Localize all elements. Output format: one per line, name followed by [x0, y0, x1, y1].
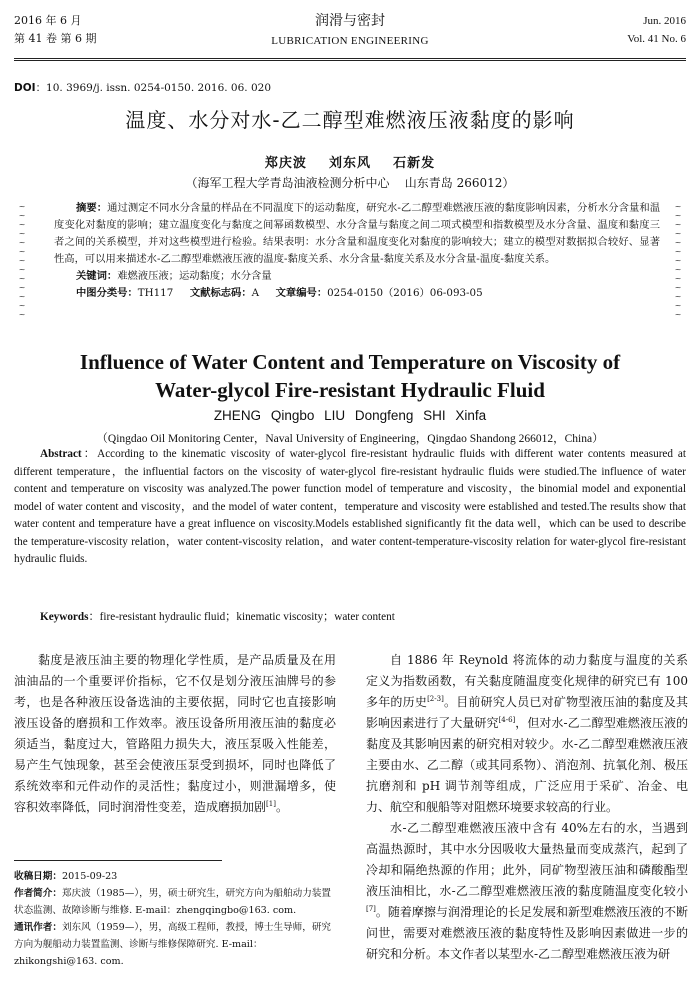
citation: [1]	[266, 800, 276, 808]
header-center	[0, 12, 700, 49]
doi-line	[14, 80, 271, 95]
footnote-rule	[14, 860, 222, 861]
citation: [4-6]	[498, 716, 516, 724]
abstract-en	[14, 446, 686, 569]
classification-cn	[54, 285, 660, 302]
body-text: 自 1886 年 Reynold 将流体的动力黏度与温度的关系定义为指数函数，有关黏度随温度变化规律的研究已有 100 多年的历史	[366, 653, 688, 709]
body-right-column	[366, 650, 688, 965]
body-text: 。	[275, 800, 288, 814]
header-date-en: Jun. 2016	[643, 15, 686, 27]
body-text: ，但对水-乙二醇型难燃液压液的黏度及其影响因素的研究相对较少。水-乙二醇型难燃液压液主要由水、乙二醇（或其同系物）、消泡剂、抗氧化剂、极压抗磨剂和 pH 调节剂等组成，广泛应用于采矿、冶金、电力、航空和舰船等对阻燃环境要求较高的行业。	[366, 716, 688, 814]
body-text: 。目前研究人员已对矿物型液压油的黏度及其影响因素进行了大量研究	[366, 695, 688, 730]
keywords-cn	[54, 268, 660, 285]
header-right	[627, 14, 686, 46]
keywords-cn-label: 关键词：	[76, 270, 118, 282]
keywords-en-text: ：fire-resistant hydraulic fluid；kinematic viscosity；water content	[88, 611, 395, 623]
paper-title-en	[0, 348, 700, 404]
header-rule	[14, 58, 686, 61]
paper-title-en-line1: Influence of Water Content and Temperature on Viscosity of	[79, 350, 621, 374]
article-number-label: 文章编号：	[275, 287, 328, 299]
keywords-cn-text: 难燃液压液；运动黏度；水分含量	[117, 270, 272, 282]
citation: [7]	[366, 905, 376, 913]
article-number-value: 0254-0150（2016）06-093-05	[327, 287, 483, 299]
body-left-column	[14, 650, 336, 818]
author-label: 作者简介：	[14, 888, 62, 899]
affiliation-cn: （海军工程大学青岛油液检测分析中心 山东青岛 266012）	[185, 176, 515, 190]
received-label: 收稿日期：	[14, 871, 62, 882]
body-text: 黏度是液压油主要的物理化学性质，是产品质量及在用油油品的一个重要评价指标，它不仅是划分液压油牌号的参考，也是各种液压设备选油的主要依据，同时它也直接影响液压设备的磨损和工作效率。液压设备所用液压油的黏度必须适当，黏度过大，管路阻力损失大，液压泵吸入性能差，易产生气蚀现象，甚至会使液压泵受到损坏，同时也降低了系统效率和元件动作的灵活性；黏度过小，则泄漏增多，使容积效率降低，同时润滑性变差，造成磨损加剧	[14, 653, 336, 814]
corresponding-info: 刘东风（1959—），男，高级工程师，教授，博士生导师，研究方向为舰船动力装置监测、诊断与维修保障研究. E-mail：zhikongshi@163. com.	[14, 922, 332, 967]
paper-title-en-line2: Water-glycol Fire-resistant Hydraulic Fluid	[155, 378, 545, 402]
header-volume-en: Vol. 41 No. 6	[627, 33, 686, 45]
body-paragraph	[14, 650, 336, 818]
footnote	[14, 868, 340, 970]
header-date-cn: 2016 年 6 月	[14, 14, 82, 27]
citation: [2-3]	[427, 695, 444, 703]
abstract-cn-box	[14, 198, 686, 330]
received-date: 2015-09-23	[61, 871, 118, 882]
affiliation-en: （Qingdao Oil Monitoring Center，Naval University of Engineering，Qingdao Shandong 266012，China）	[96, 433, 604, 445]
author-info: 郑庆波（1985—），男，硕士研究生，研究方向为船舶动力装置状态监测、故障诊断与维修. E-mail：zhengqingbo@163. com.	[14, 888, 332, 916]
doi-value: ：10. 3969/j. issn. 0254-0150. 2016. 06. 020	[35, 82, 272, 94]
authors-en: ZHENG Qingbo LIU Dongfeng SHI Xinfa	[213, 408, 487, 423]
footnote-received	[14, 868, 340, 885]
body-text: 水-乙二醇型难燃液压液中含有 40%左右的水，当遇到高温热源时，其中水分因吸收大量热量而变成蒸汽，起到了冷却和隔绝热源的作用；此外，同矿物型液压油和磷酸酯型液压油相比，水-乙二醇型难燃液压液的黏度随温度变化较小	[366, 821, 688, 898]
doi-label: DOI	[14, 82, 36, 94]
abstract-en-label: Abstract	[40, 448, 82, 460]
abstract-en-text: ：According to the kinematic viscosity of water-glycol fire-resistant hydraulic fluids with different water contents measured at different temperature，the influential factors on the viscosity of water-glycol fire-resistant hydraulic fluids were studied.The influence of water content and temperature on viscosity was analyzed.The power function model of temperature and viscosity，the binomial model and exponential model of water content and viscosity，and the model of water content，temperature and viscosity were established and tested.The results show that water content and temperature have a great influence on viscosity.Models established significantly fit the data well，which can be used to describe the temperature-viscosity relation，water content-viscosity relation，and water content-temperature-viscosity relation for water-glycol fire-resistant hydraulic fluids.	[14, 448, 686, 565]
journal-title-cn: 润滑与密封	[315, 13, 385, 29]
corresponding-label: 通讯作者：	[14, 922, 62, 933]
abstract-cn-text: 通过测定不同水分含量的样品在不同温度下的运动黏度，研究水-乙二醇型难燃液压液的黏度影响因素，分析水分含量和温度变化对黏度的影响；建立温度变化与黏度之间幂函数模型、水分含量与黏度之间二项式模型和指数模型及水分含量、温度和黏度三者之间的关系模型，并对这些模型进行检验。结果表明：水分含量和温度变化对黏度的影响较大；建立的模型对数据拟合较好、显著性高，可以用来描述水-乙二醇型难燃液压液的温度-黏度关系、水分含量-黏度关系及水分含量-温度-黏度关系。	[54, 202, 661, 265]
abstract-cn-label: 摘要：	[76, 202, 108, 214]
doc-code-value: A	[251, 287, 260, 299]
header-volume-cn: 第 41 卷 第 6 期	[14, 32, 97, 45]
journal-title-en: LUBRICATION ENGINEERING	[271, 35, 429, 47]
paper-title-cn: 温度、水分对水-乙二醇型难燃液压液黏度的影响	[125, 108, 575, 132]
body-paragraph	[366, 650, 688, 818]
footnote-author	[14, 885, 340, 919]
class-label: 中图分类号：	[76, 287, 138, 299]
keywords-en	[40, 608, 395, 624]
footnote-corresponding	[14, 919, 340, 970]
body-paragraph	[366, 818, 688, 965]
left-wavy-border: ~ ~ ~ ~ ~ ~ ~ ~ ~ ~ ~ ~ ~	[18, 202, 26, 319]
abstract-cn	[54, 200, 660, 302]
class-value: TH117	[137, 287, 174, 299]
authors-cn: 郑庆波 刘东风 石新发	[264, 156, 436, 171]
doc-code-label: 文献标志码：	[189, 287, 252, 299]
right-wavy-border: ~ ~ ~ ~ ~ ~ ~ ~ ~ ~ ~ ~ ~	[674, 202, 682, 319]
body-text: 。随着摩擦与润滑理论的长足发展和新型难燃液压液的不断问世，需要对难燃液压液的黏度特性及影响因素做进一步的研究和分析。本文作者以某型水-乙二醇型难燃液压液为研	[366, 905, 688, 961]
keywords-en-label: Keywords	[40, 611, 89, 623]
